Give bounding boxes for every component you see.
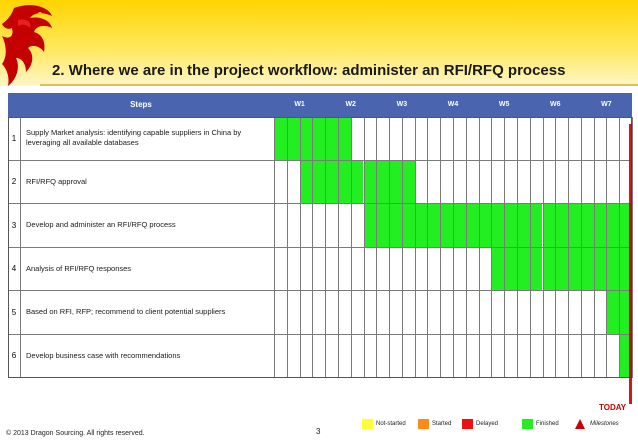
legend-swatch [462, 419, 473, 429]
week-header-4: W4 [447, 101, 459, 108]
milestone-icon [575, 419, 585, 429]
steps-header: Steps [130, 100, 152, 109]
milestones-label: Milestones [590, 421, 619, 427]
week-header-7: W7 [601, 101, 612, 108]
legend-label: Not-started [376, 421, 406, 427]
today-marker [629, 124, 632, 404]
gantt-frame [8, 117, 632, 378]
today-label: TODAY [599, 403, 627, 412]
copyright: © 2013 Dragon Sourcing. All rights reserved. [6, 430, 145, 437]
legend-swatch [522, 419, 533, 429]
week-header-5: W5 [498, 101, 510, 108]
slide-title: 2. Where we are in the project workflow: administer an RFI/RFQ process [52, 62, 566, 79]
step-number: 5 [11, 307, 17, 317]
page-number: 3 [316, 427, 321, 436]
step-label: Develop business case with recommendations [26, 350, 181, 360]
step-number: 1 [11, 133, 17, 143]
step-label: Supply Market analysis: identifying capable suppliers in China by leveraging all available databases [26, 128, 242, 148]
title-divider [40, 84, 638, 86]
step-number: 4 [11, 264, 17, 274]
gantt-chart [8, 93, 632, 378]
step-label: Develop and administer an RFI/RFQ process [26, 220, 176, 230]
gantt-rows [8, 117, 632, 378]
legend-label: Started [432, 421, 452, 427]
step-label: RFI/RFQ approval [26, 176, 87, 186]
step-number: 2 [11, 177, 17, 187]
grid-column-line [632, 117, 633, 378]
step-number: 6 [11, 351, 17, 361]
legend-label: Delayed [476, 421, 499, 427]
legend-swatch [418, 419, 429, 429]
dragon-logo [0, 0, 80, 95]
week-header-6: W6 [550, 101, 561, 108]
step-label: Based on RFI, RFP; recommend to client potential suppliers [26, 307, 226, 317]
legend-swatch [362, 419, 373, 429]
step-label: Analysis of RFI/RFQ responses [26, 263, 132, 273]
week-header-3: W3 [396, 101, 408, 108]
step-number: 3 [11, 220, 17, 230]
week-header-1: W1 [294, 101, 305, 108]
week-header-2: W2 [345, 101, 356, 108]
gantt-header [8, 93, 632, 117]
legend-label: Finished [536, 421, 559, 427]
